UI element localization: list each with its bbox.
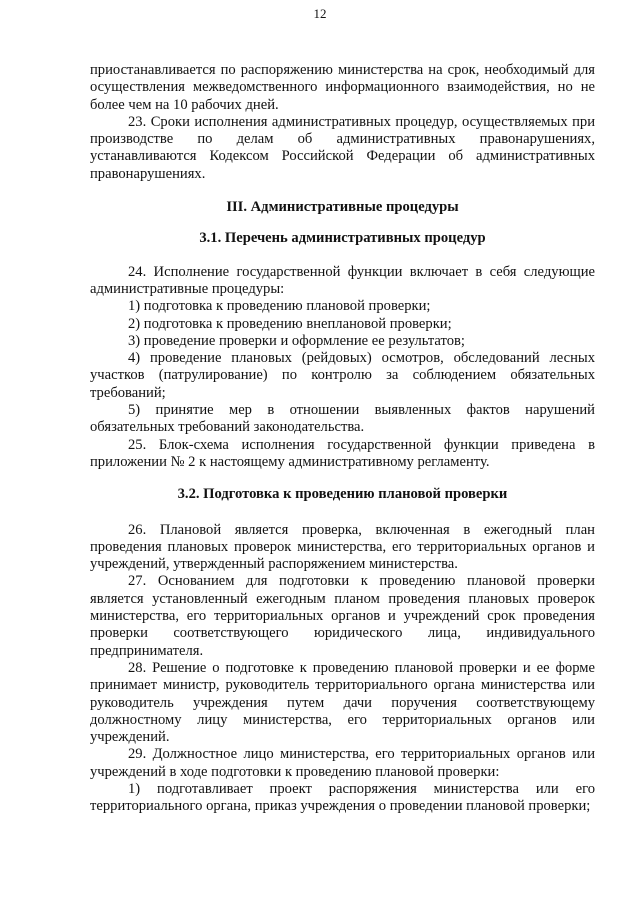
list-item-24-1: 1) подготовка к проведению плановой проверки;	[128, 298, 431, 315]
paragraph-23: 23. Сроки исполнения административных процедур, осуществляемых при производстве по делам об административных правонарушениях, устанавливаются Кодексом Российской Федерации об административных правонарушениях.	[90, 113, 595, 182]
list-item-24-2: 2) подготовка к проведению внеплановой проверки;	[128, 315, 452, 332]
document-body	[90, 62, 595, 816]
section-heading-3: III. Административные процедуры	[226, 199, 459, 216]
paragraph-continuation: приостанавливается по распоряжению министерства на срок, необходимый для осуществления межведомственного информационного взаимодействия, но не более чем на 10 рабочих дней.	[90, 62, 595, 113]
list-item-24-3: 3) проведение проверки и оформление ее результатов;	[128, 332, 465, 349]
list-item-29-1: 1) подготавливает проект распоряжения министерства или его территориального органа, приказ учреждения о проведении плановой проверки;	[90, 780, 595, 815]
paragraph-29: 29. Должностное лицо министерства, его территориальных органов или учреждений в ходе подготовки к проведению плановой проверки:	[90, 746, 595, 780]
paragraph-25: 25. Блок-схема исполнения государственной функции приведена в приложении № 2 к настоящему административному регламенту.	[90, 436, 595, 470]
list-item-24-5: 5) принятие мер в отношении выявленных фактов нарушений обязательных требований законодательства.	[90, 402, 595, 436]
paragraph-26: 26. Плановой является проверка, включенная в ежегодный план проведения плановых проверок министерства, его территориальных органов и учреждений, утвержденный распоряжением министерства.	[90, 521, 595, 573]
list-item-24-4: 4) проведение плановых (рейдовых) осмотров, обследований лесных участков (патрулирование) по контролю за соблюдением обязательных требований;	[90, 350, 595, 401]
subsection-heading-3-2: 3.2. Подготовка к проведению плановой проверки	[177, 486, 508, 503]
subsection-heading-3-1: 3.1. Перечень административных процедур	[199, 230, 486, 247]
paragraph-27: 27. Основанием для подготовки к проведению плановой проверки является установленный ежегодным планом проведения плановых проверок министерства, его территориальных органов и учреждений срок проведения проверки соответствующего юридического лица, индивидуального предпринимателя.	[90, 573, 595, 659]
paragraph-28: 28. Решение о подготовке к проведению плановой проверки и ее форме принимает министр, руководитель территориального органа министерства или руководитель учреждения путем дачи поручения соответствующему должностному лицу министерства, его территориальных органов или учреждений.	[90, 659, 595, 746]
paragraph-24: 24. Исполнение государственной функции включает в себя следующие административные процедуры:	[90, 263, 595, 297]
page-number: 12	[313, 6, 327, 21]
